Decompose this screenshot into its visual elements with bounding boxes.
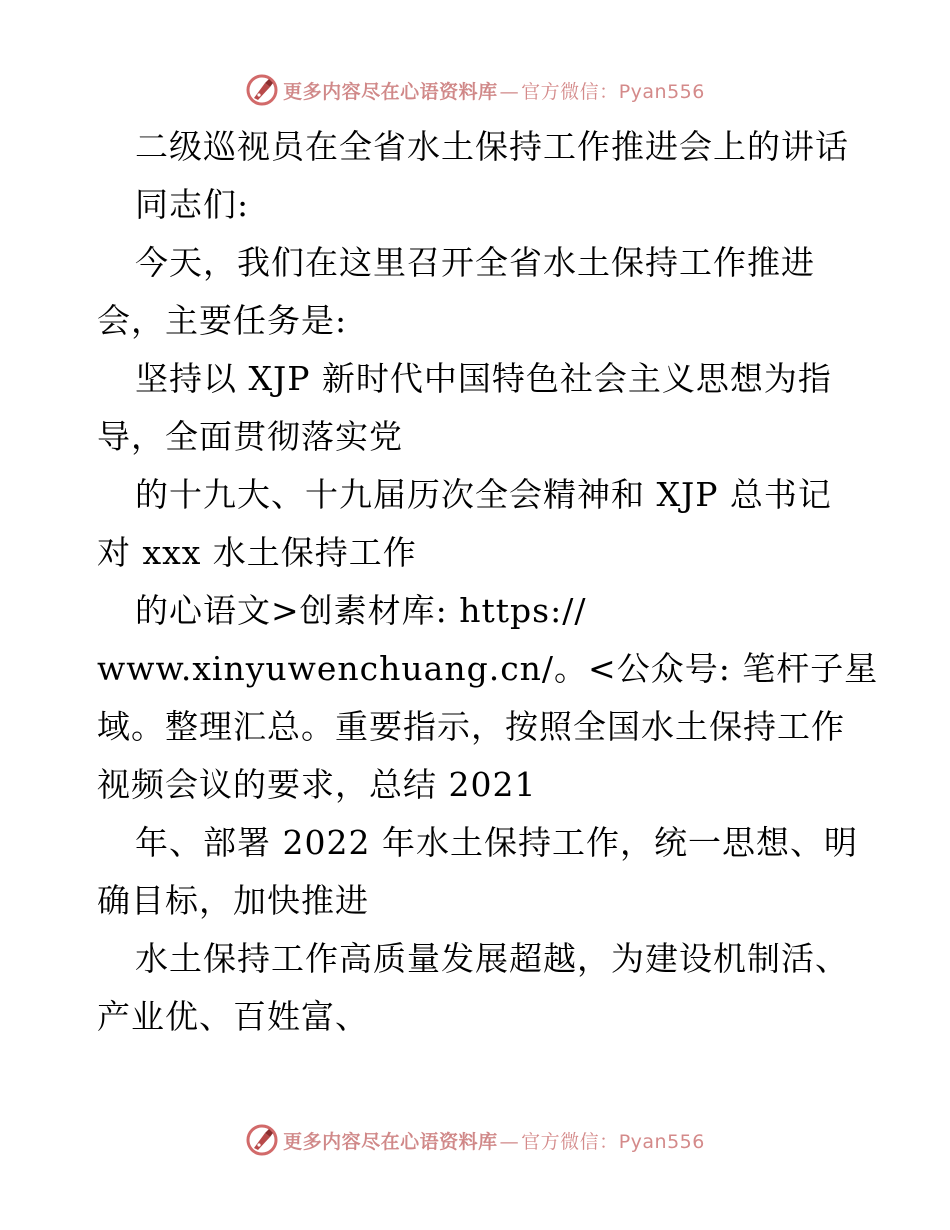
banner-dash: — — [499, 1130, 520, 1153]
banner-sub-text: 官方微信： — [521, 80, 619, 103]
banner-wechat-id: Pyan556 — [618, 80, 705, 103]
footer-watermark-banner — [0, 1120, 950, 1160]
banner-main-text: 更多内容尽在心语资料库 — [283, 80, 498, 103]
banner-main-text: 更多内容尽在心语资料库 — [283, 1130, 498, 1153]
paragraph-line: 的十九大、十九届历次全会精神和 XJP 总书记 — [135, 475, 832, 514]
pen-nib-logo-icon — [245, 73, 279, 107]
paragraph-line: 会，主要任务是: — [97, 301, 348, 340]
paragraph-line: 对 xxx 水土保持工作 — [97, 533, 417, 572]
paragraph-line: 导，全面贯彻落实党 — [97, 417, 403, 456]
paragraph-line: 今天，我们在这里召开全省水土保持工作推进 — [135, 243, 815, 282]
paragraph-line: 确目标，加快推进 — [97, 881, 369, 920]
paragraph-line: 域。整理汇总。重要指示，按照全国水土保持工作 — [97, 707, 845, 746]
banner-text — [283, 1127, 705, 1154]
document-body — [97, 118, 879, 1046]
document-title: 二级巡视员在全省水土保持工作推进会上的讲话 — [135, 127, 849, 166]
salutation: 同志们: — [135, 185, 250, 224]
paragraph-line: 年、部署 2022 年水土保持工作，统一思想、明 — [135, 823, 858, 862]
paragraph-line: 水土保持工作高质量发展超越，为建设机制活、 — [135, 939, 849, 978]
banner-wechat-id: Pyan556 — [618, 1130, 705, 1153]
pen-nib-logo-icon — [245, 1123, 279, 1157]
paragraph-line: www.xinyuwenchuang.cn/。<公众号: 笔杆子星 — [97, 649, 879, 688]
paragraph-line: 产业优、百姓富、 — [97, 997, 369, 1036]
banner-dash: — — [499, 80, 520, 103]
paragraph-line: 视频会议的要求，总结 2021 — [97, 765, 537, 804]
banner-text — [283, 77, 705, 104]
header-watermark-banner — [0, 70, 950, 110]
paragraph-line: 坚持以 XJP 新时代中国特色社会主义思想为指 — [135, 359, 832, 398]
paragraph-line: 的心语文>创素材库: https:// — [135, 591, 587, 630]
banner-sub-text: 官方微信： — [521, 1130, 619, 1153]
